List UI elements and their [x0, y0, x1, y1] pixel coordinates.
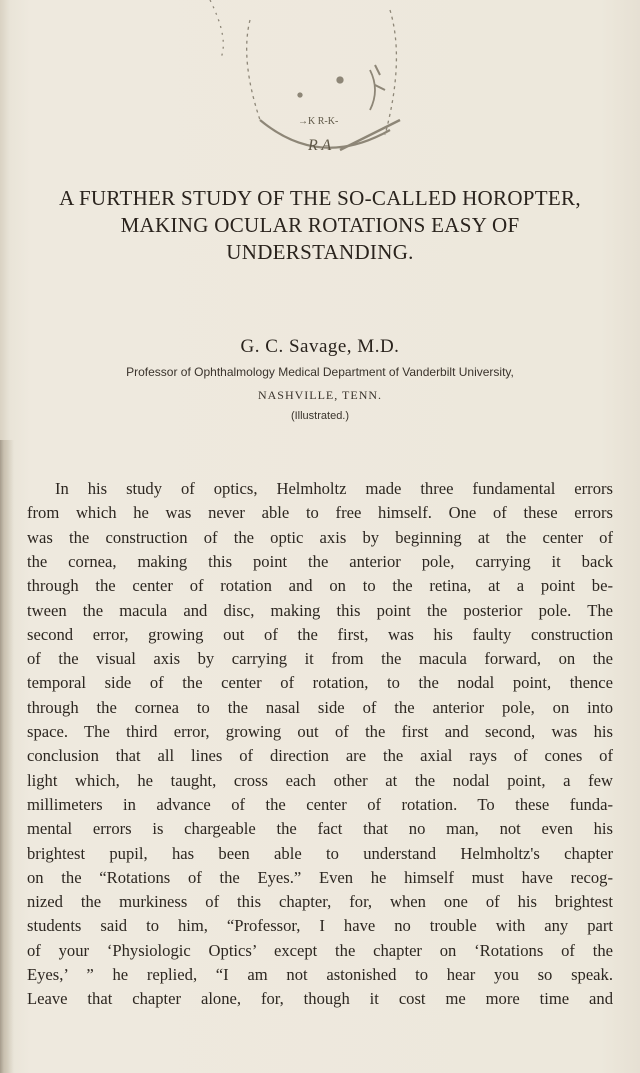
body-text-line: nized the murkiness of this chapter, for, when one of his brightest [27, 892, 613, 912]
author-affiliation: Professor of Ophthalmology Medical Department of Vanderbilt University, [126, 365, 514, 379]
body-text-line: mental errors is chargeable the fact that no man, not even his [27, 819, 613, 839]
body-text-line: millimeters in advance of the center of rotation. To these funda- [27, 794, 613, 814]
body-text-line: Eyes,’ ” he replied, “I am not astonished to hear you so speak. [27, 965, 613, 984]
author-location: NASHVILLE, TENN. [257, 388, 383, 402]
body-text-line: light which, he taught, cross each other at the nodal point, a few [27, 770, 613, 790]
stamp-text-bottom: R A [308, 137, 332, 154]
stamp-text-top: →K R-K- [298, 116, 339, 127]
body-text-line: from which he was never able to free himself. One of these errors [27, 503, 613, 523]
body-text-line: temporal side of the center of rotation, to the nodal point, thence [27, 673, 613, 693]
title-line: A FURTHER STUDY OF THE SO-CALLED HOROPTER, [59, 186, 581, 210]
page-binding-edge [0, 440, 14, 1073]
author-name: G. C. Savage, M.D. [240, 336, 400, 357]
body-text-line: on the “Rotations of the Eyes.” Even he himself must have recog- [27, 867, 613, 887]
body-text-line: tween the macula and disc, making this point the posterior pole. The [27, 600, 613, 620]
body-text-line: through the cornea to the nasal side of the anterior pole, on into [27, 697, 613, 717]
title-line: UNDERSTANDING. [226, 240, 414, 264]
article-title [0, 185, 640, 266]
body-text-line: In his study of optics, Helmholtz made three fundamental errors [55, 479, 613, 498]
body-text-line: conclusion that all lines of direction are the axial rays of cones of [27, 746, 613, 766]
title-line: MAKING OCULAR ROTATIONS EASY OF [120, 213, 520, 237]
body-text-line: of your ‘Physiologic Optics’ except the chapter on ‘Rotations of the [27, 940, 613, 960]
body-text-line: of the visual axis by carrying it from the macula forward, on the [27, 649, 613, 669]
library-stamp [190, 0, 460, 180]
body-text-line: space. The third error, growing out of the first and second, was his [27, 722, 613, 741]
body-text-line: Leave that chapter alone, for, though it cost me more time and [27, 989, 613, 1009]
body-text-line: brightest pupil, has been able to understand Helmholtz's chapter [27, 843, 613, 863]
body-text-line: students said to him, “Professor, I have no trouble with any part [27, 916, 613, 936]
body-text-line: the cornea, making this point the anterior pole, carrying it back [27, 551, 613, 571]
body-text-line: was the construction of the optic axis by beginning at the center of [27, 527, 613, 547]
illustrated-note: (Illustrated.) [290, 410, 350, 422]
body-text-line: second error, growing out of the first, was his faulty construction [27, 624, 613, 644]
body-text-line: through the center of rotation and on to the retina, at a point be- [27, 576, 613, 596]
